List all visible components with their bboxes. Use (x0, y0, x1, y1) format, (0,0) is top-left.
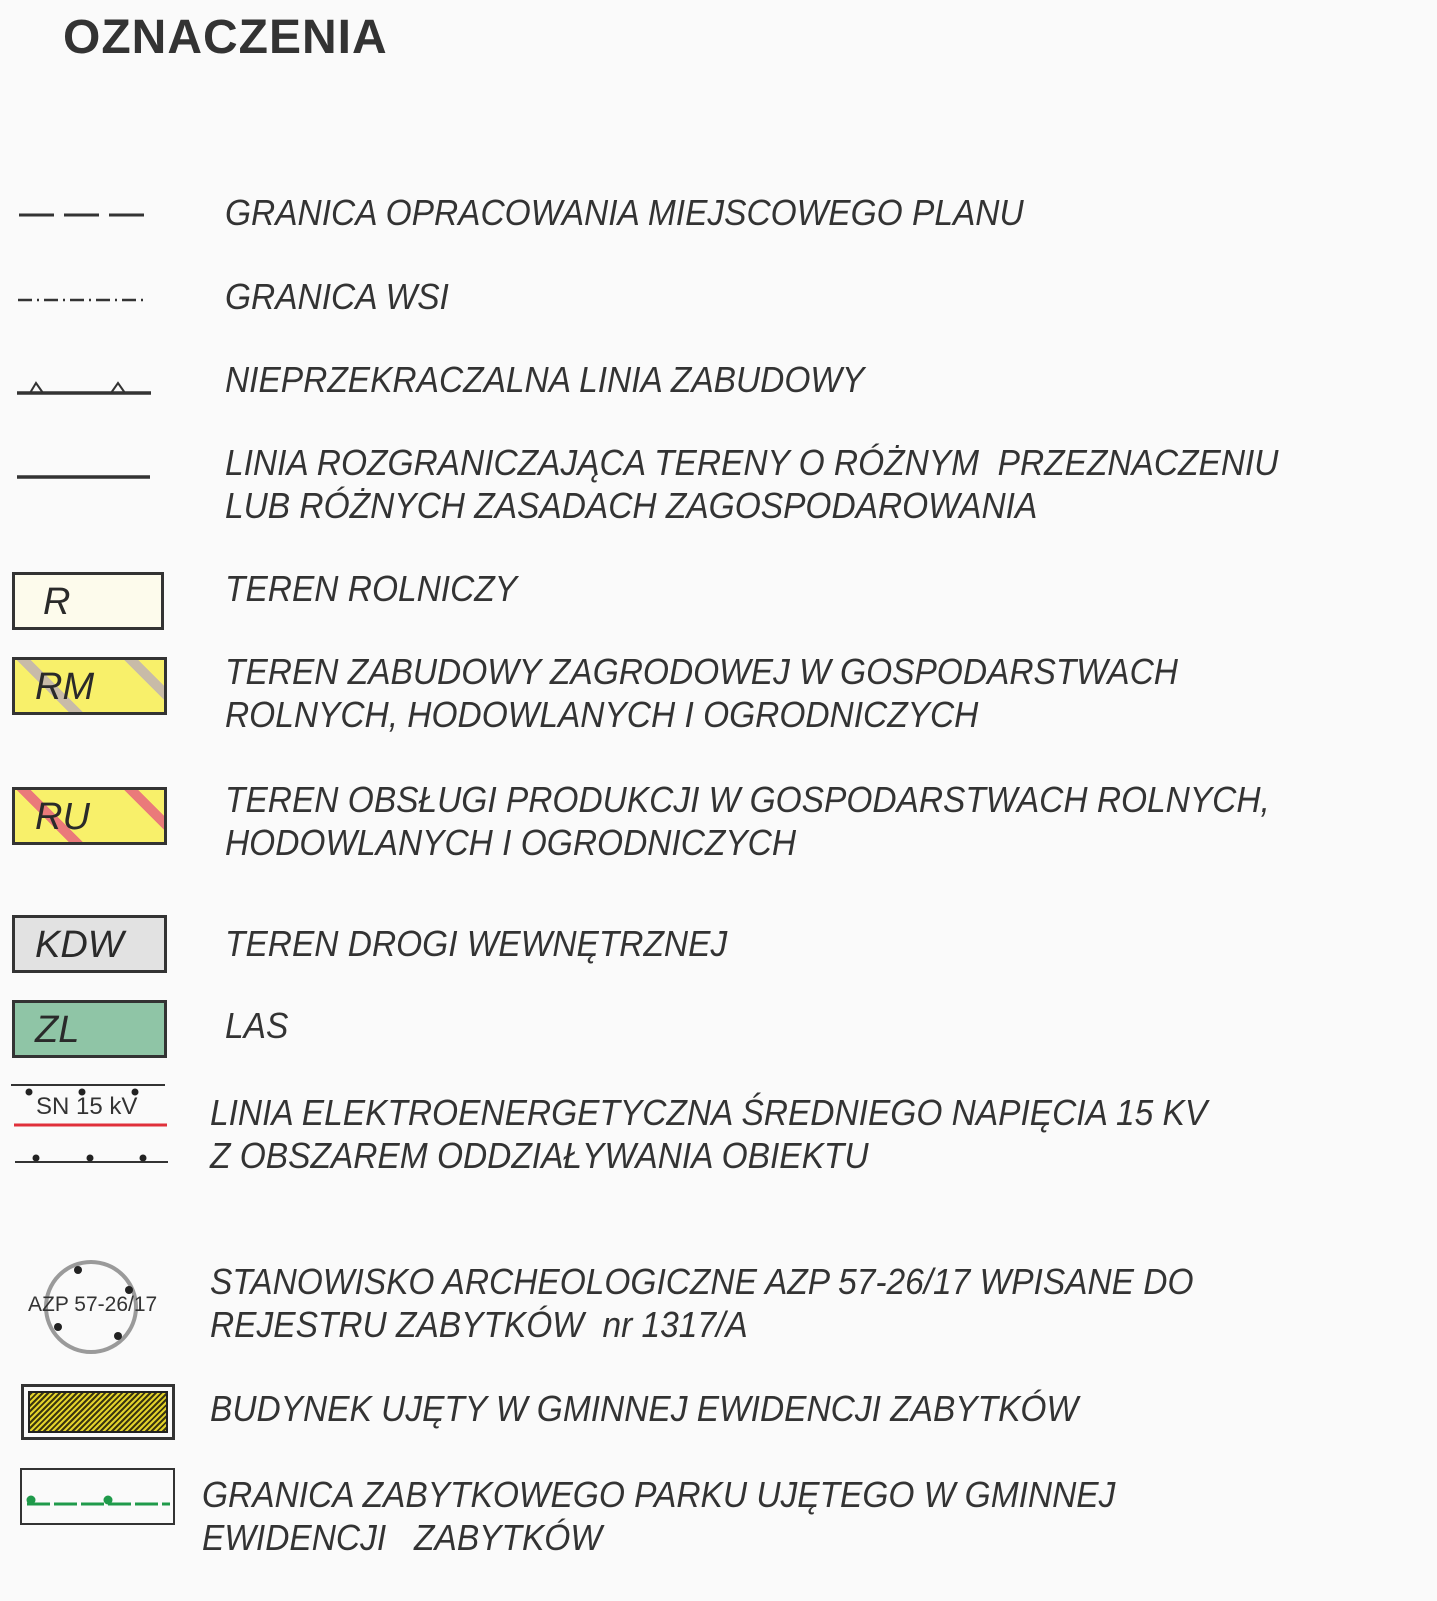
building-line-icon (15, 370, 155, 400)
legend-label-dividing-line: LINIA ROZGRANICZAJĄCA TERENY O RÓŻNYM PRZEZNACZENIU LUB RÓŻNYCH ZASADACH ZAGOSPODAROWANIA (225, 442, 1279, 526)
dashed-line-icon (15, 200, 150, 225)
archaeological-site-code: AZP 57-26/17 (28, 1293, 158, 1316)
legend-label-archaeological-site: STANOWISKO ARCHEOLOGICZNE AZP 57-26/17 WPISANE DO REJESTRU ZABYTKÓW nr 1317/A (210, 1261, 1194, 1345)
farm-production-swatch-icon (12, 787, 167, 845)
legend-label-village-boundary: GRANICA WSI (225, 276, 449, 317)
agricultural-swatch-icon (12, 572, 164, 630)
farmstead-swatch-icon (12, 657, 167, 715)
legend-label-internal-road: TEREN DROGI WEWNĘTRZNEJ (225, 923, 728, 964)
legend-label-plan-boundary: GRANICA OPRACOWANIA MIEJSCOWEGO PLANU (225, 192, 1024, 233)
legend-title: OZNACZENIA (63, 11, 388, 64)
internal-road-swatch-icon (12, 915, 167, 973)
heritage-building-fill (28, 1391, 168, 1433)
legend-label-farm-production: TEREN OBSŁUGI PRODUKCJI W GOSPODARSTWACH ROLNYCH, HODOWLANYCH I OGRODNICZYCH (225, 779, 1270, 863)
legend-label-power-line: LINIA ELEKTROENERGETYCZNA ŚREDNIEGO NAPIĘCIA 15 KV Z OBSZAREM ODDZIAŁYWANIA OBIEKTU (210, 1092, 1208, 1176)
swatch-code: ZL (35, 1009, 80, 1051)
legend-label-farmstead: TEREN ZABUDOWY ZAGRODOWEJ W GOSPODARSTWACH ROLNYCH, HODOWLANYCH I OGRODNICZYCH (225, 651, 1178, 735)
heritage-building-icon (21, 1384, 175, 1440)
legend-label-building-line: NIEPRZEKRACZALNA LINIA ZABUDOWY (225, 359, 865, 400)
forest-swatch-icon (12, 1000, 167, 1058)
legend-label-agricultural: TEREN ROLNICZY (225, 568, 518, 609)
legend-label-heritage-building: BUDYNEK UJĘTY W GMINNEJ EWIDENCJI ZABYTKÓW (210, 1388, 1079, 1429)
park-boundary-icon (20, 1468, 175, 1525)
park-boundary-line-icon (22, 1470, 172, 1522)
dash-dot-line-icon (15, 290, 150, 310)
solid-line-icon (15, 470, 155, 485)
power-line-code: SN 15 kV (36, 1093, 138, 1120)
swatch-code: KDW (35, 924, 124, 966)
swatch-code: RM (35, 666, 95, 708)
swatch-code: R (43, 581, 71, 623)
swatch-code: RU (35, 796, 90, 838)
legend-label-park-boundary: GRANICA ZABYTKOWEGO PARKU UJĘTEGO W GMINNEJ EWIDENCJI ZABYTKÓW (202, 1474, 1116, 1558)
legend-label-forest: LAS (225, 1005, 289, 1046)
